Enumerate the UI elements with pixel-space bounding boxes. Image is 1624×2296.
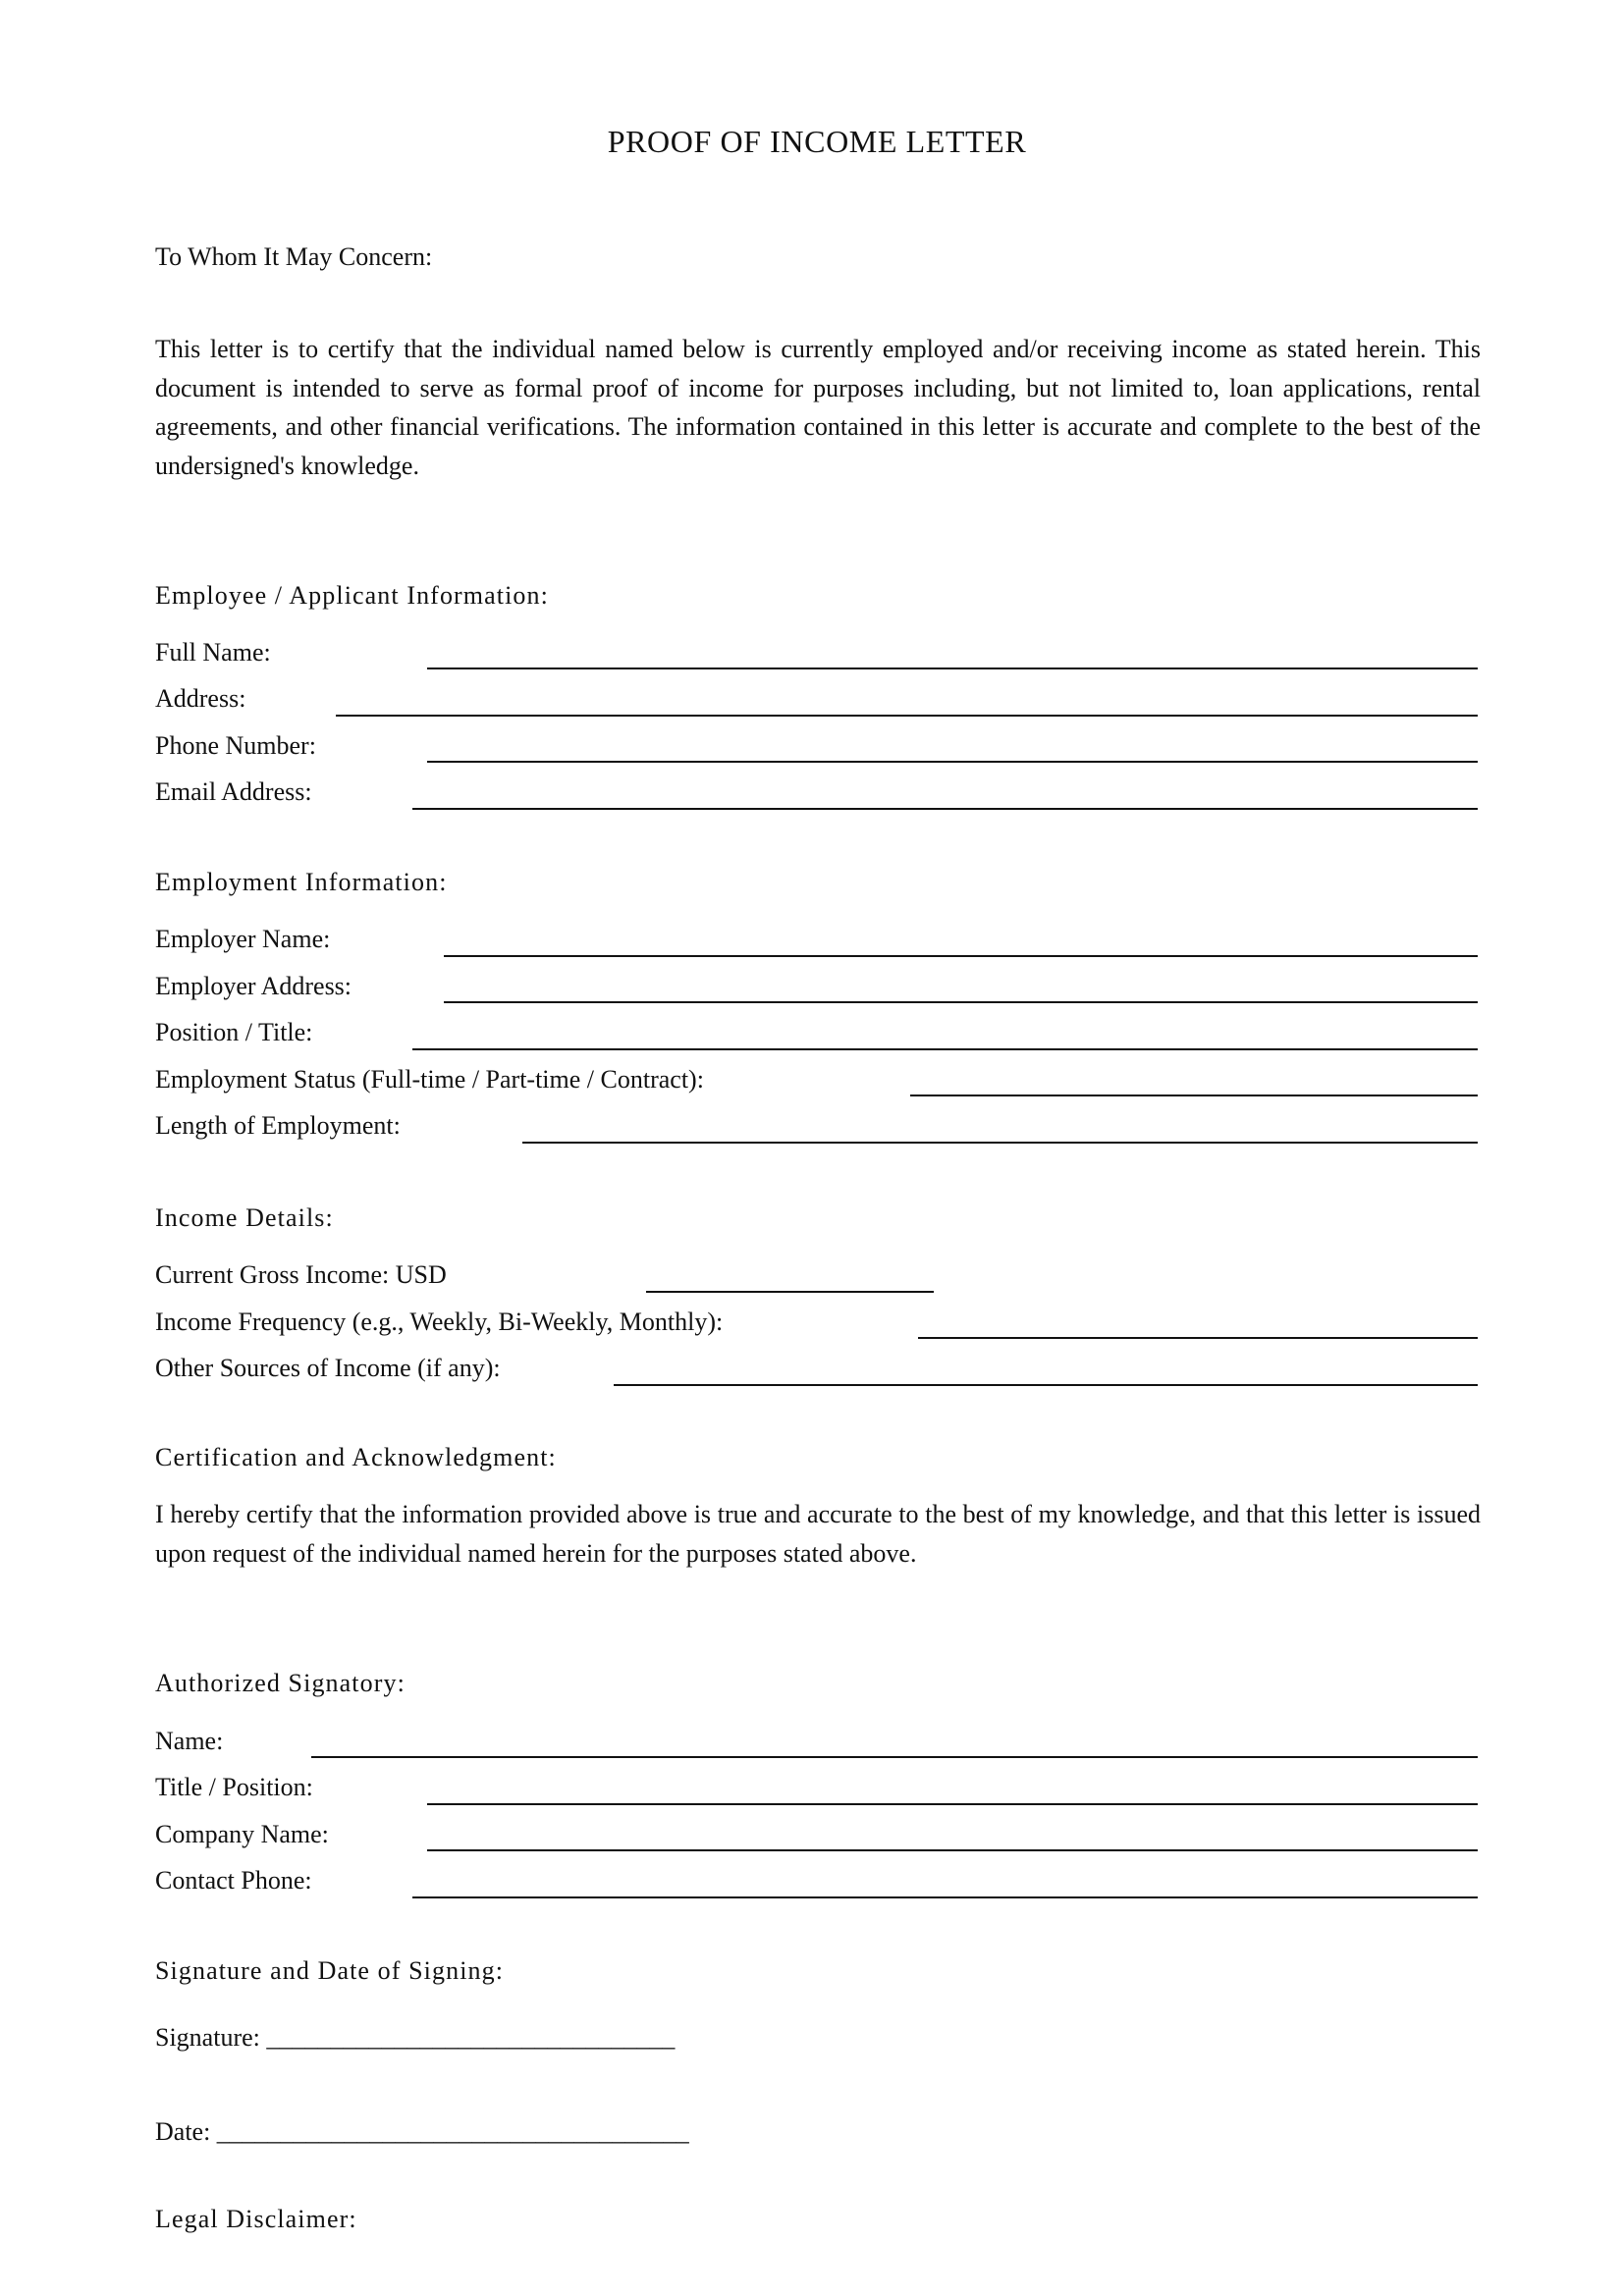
email-address-field-line [412, 808, 1478, 810]
employment-status-field-line [910, 1095, 1478, 1096]
phone-number-field-line [427, 761, 1478, 763]
position-title-label: Position / Title: [155, 1018, 313, 1046]
certification-section-heading: Certification and Acknowledgment: [155, 1443, 557, 1471]
signatory-title-label: Title / Position: [155, 1773, 313, 1801]
gross-income-field-line [646, 1291, 934, 1293]
position-title-field-line [412, 1048, 1478, 1050]
company-name-field-line [427, 1849, 1478, 1851]
address-field-line [336, 715, 1478, 717]
address-label: Address: [155, 684, 246, 713]
full-name-field-line [427, 667, 1478, 669]
income-frequency-label: Income Frequency (e.g., Weekly, Bi-Weekly, Monthly): [155, 1308, 724, 1336]
income-section-heading: Income Details: [155, 1203, 334, 1232]
signature-line[interactable]: Signature: ________________________________ [155, 2023, 676, 2052]
gross-income-label: Current Gross Income: USD [155, 1260, 447, 1289]
employee-section-heading: Employee / Applicant Information: [155, 581, 549, 610]
signatory-name-field-line [311, 1756, 1478, 1758]
employer-name-label: Employer Name: [155, 925, 331, 953]
full-name-label: Full Name: [155, 638, 271, 667]
length-of-employment-field-line [522, 1142, 1478, 1144]
employment-section-heading: Employment Information: [155, 868, 448, 896]
date-line[interactable]: Date: _____________________________________ [155, 2117, 689, 2146]
signing-section-heading: Signature and Date of Signing: [155, 1956, 505, 1985]
employer-address-label: Employer Address: [155, 972, 352, 1000]
phone-number-label: Phone Number: [155, 731, 316, 760]
salutation: To Whom It May Concern: [155, 242, 433, 271]
length-of-employment-label: Length of Employment: [155, 1111, 401, 1140]
employer-name-field-line [444, 955, 1478, 957]
signatory-name-label: Name: [155, 1727, 224, 1755]
contact-phone-label: Contact Phone: [155, 1866, 312, 1895]
employment-status-label: Employment Status (Full-time / Part-time / Contract): [155, 1065, 704, 1094]
disclaimer-section-heading: Legal Disclaimer: [155, 2205, 357, 2233]
certification-paragraph: I hereby certify that the information provided above is true and accurate to the best of my knowledge, and that this letter is issued upon request of the individual named herein for the purposes stated above. [155, 1500, 1481, 1568]
signatory-section-heading: Authorized Signatory: [155, 1669, 406, 1697]
other-income-field-line [614, 1384, 1478, 1386]
other-income-label: Other Sources of Income (if any): [155, 1354, 501, 1382]
company-name-label: Company Name: [155, 1820, 329, 1848]
contact-phone-field-line [412, 1896, 1478, 1898]
employer-address-field-line [444, 1001, 1478, 1003]
signatory-title-field-line [427, 1803, 1478, 1805]
document-title: PROOF OF INCOME LETTER [607, 124, 1027, 159]
intro-paragraph: This letter is to certify that the individual named below is currently employed and/or receiving income as stated herein. This document is intended to serve as formal proof of income for purposes including, but not limited to, loan applications, rental agreements, and other financial verifications. The information contained in this letter is accurate and complete to the best of the undersigned's knowledge. [155, 335, 1481, 480]
income-frequency-field-line [918, 1337, 1478, 1339]
email-address-label: Email Address: [155, 777, 312, 806]
